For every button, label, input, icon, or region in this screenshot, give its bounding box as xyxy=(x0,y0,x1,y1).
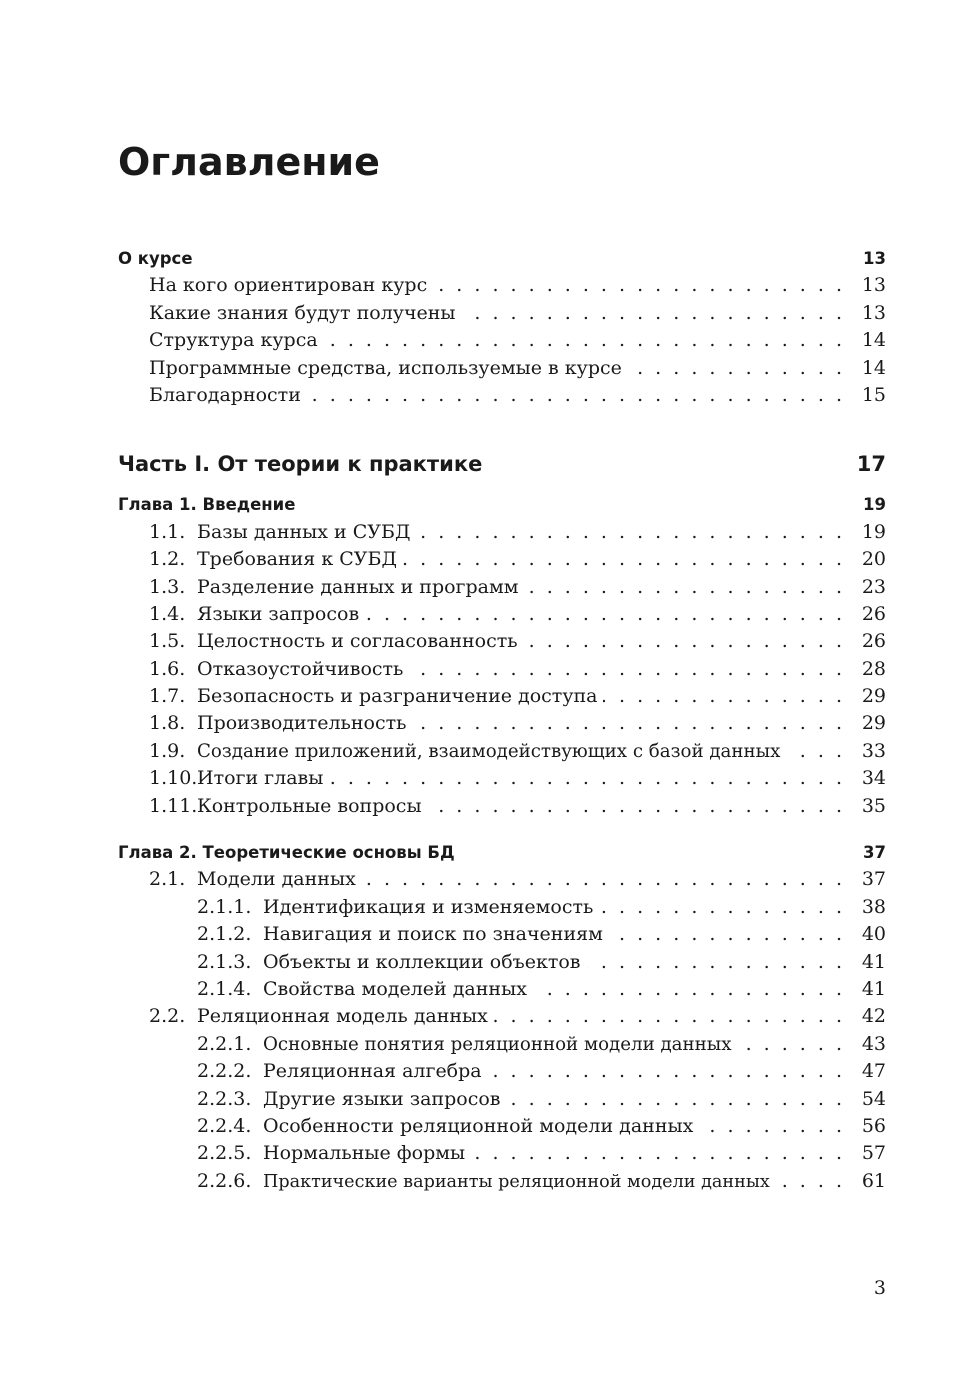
toc-entry-number: 1.11. xyxy=(149,794,198,817)
toc-entry-page: 42 xyxy=(861,1005,886,1028)
dot-leader xyxy=(628,355,842,382)
dot-leader xyxy=(362,866,842,893)
toc-subentry[interactable] xyxy=(118,921,886,948)
toc-entry-number: 1.5. xyxy=(149,630,186,653)
toc-entry[interactable] xyxy=(118,327,886,354)
toc-entry-label: Идентификация и изменяемость xyxy=(263,895,594,918)
toc-entry-number: 1.8. xyxy=(149,712,186,735)
toc-entry[interactable] xyxy=(118,628,886,655)
dot-leader xyxy=(488,1058,842,1085)
toc-entry-page: 29 xyxy=(861,712,886,735)
toc-entry-label: Глава 1. Введение xyxy=(118,495,296,515)
dot-leader xyxy=(307,382,842,409)
dot-leader xyxy=(525,574,842,601)
toc-entry[interactable] xyxy=(118,1003,886,1030)
toc-entry[interactable] xyxy=(118,519,886,546)
toc-entry-label: Объекты и коллекции объектов xyxy=(263,950,581,973)
toc-entry[interactable] xyxy=(118,793,886,820)
toc-entry-page: 23 xyxy=(861,575,886,598)
toc-entry-number: 1.2. xyxy=(149,548,186,571)
toc-entry-page: 17 xyxy=(856,452,886,477)
toc-chapter-2[interactable] xyxy=(118,839,886,866)
toc-entry-label: Модели данных xyxy=(197,868,356,891)
toc-entry-label: Благодарности xyxy=(149,383,301,406)
dot-leader xyxy=(524,628,842,655)
toc-entry-label: Часть I. От теории к практике xyxy=(118,452,483,477)
toc-entry[interactable] xyxy=(118,300,886,327)
toc-entry[interactable] xyxy=(118,710,886,737)
toc-entry-page: 28 xyxy=(861,657,886,680)
dot-leader xyxy=(738,1031,843,1058)
toc-section-about[interactable] xyxy=(118,245,886,272)
dot-leader xyxy=(403,546,842,573)
toc-entry-label: Языки запросов xyxy=(197,602,360,625)
toc-entry-page: 38 xyxy=(861,895,886,918)
toc-subentry[interactable] xyxy=(118,1113,886,1140)
toc-entry-label: О курсе xyxy=(118,249,193,268)
dot-leader xyxy=(786,738,842,765)
dot-leader xyxy=(603,683,842,710)
toc-entry-number: 2.2.5. xyxy=(197,1142,252,1165)
page-number: 3 xyxy=(873,1277,886,1299)
toc-entry[interactable] xyxy=(118,355,886,382)
dot-leader xyxy=(433,272,842,299)
dot-leader xyxy=(494,1003,842,1030)
page-title: Оглавление xyxy=(118,140,380,184)
toc-entry-label: Производительность xyxy=(197,712,407,735)
toc-entry-page: 14 xyxy=(861,329,886,352)
toc-entry-number: 2.2.1. xyxy=(197,1032,252,1055)
toc-entry-page: 15 xyxy=(861,383,886,406)
toc-entry-page: 40 xyxy=(861,923,886,946)
table-of-contents xyxy=(118,245,886,1195)
toc-entry[interactable] xyxy=(118,601,886,628)
toc-entry-page: 34 xyxy=(861,767,886,790)
toc-entry[interactable] xyxy=(118,656,886,683)
toc-subentry[interactable] xyxy=(118,976,886,1003)
dot-leader xyxy=(365,601,842,628)
toc-part-1[interactable] xyxy=(118,447,886,481)
toc-entry[interactable] xyxy=(118,866,886,893)
toc-entry-number: 1.10. xyxy=(149,767,198,790)
toc-entry-page: 37 xyxy=(863,843,886,863)
dot-leader xyxy=(409,656,842,683)
toc-entry-label: Глава 2. Теоретические основы БД xyxy=(118,843,455,863)
toc-entry[interactable] xyxy=(118,765,886,792)
toc-entry-page: 47 xyxy=(861,1060,886,1083)
toc-entry-label: Реляционная алгебра xyxy=(263,1060,482,1083)
dot-leader xyxy=(776,1168,842,1195)
toc-entry-label: Требования к СУБД xyxy=(197,548,397,571)
dot-leader xyxy=(329,765,842,792)
toc-entry-number: 2.1.3. xyxy=(197,950,252,973)
toc-entry-label: Программные средства, используемые в курсе xyxy=(149,356,622,379)
toc-entry[interactable] xyxy=(118,683,886,710)
toc-entry-number: 1.4. xyxy=(149,602,186,625)
toc-entry-label: Свойства моделей данных xyxy=(263,977,527,1000)
toc-subentry[interactable] xyxy=(118,894,886,921)
toc-entry-label: Реляционная модель данных xyxy=(197,1005,488,1028)
toc-chapter-1[interactable] xyxy=(118,491,886,518)
toc-entry-page: 20 xyxy=(861,548,886,571)
toc-entry-page: 57 xyxy=(861,1142,886,1165)
toc-subentry[interactable] xyxy=(118,1031,886,1058)
toc-entry-page: 41 xyxy=(861,950,886,973)
toc-entry-page: 54 xyxy=(861,1087,886,1110)
toc-entry-label: Основные понятия реляционной модели данных xyxy=(263,1033,732,1055)
dot-leader xyxy=(416,519,842,546)
toc-entry-page: 37 xyxy=(861,868,886,891)
toc-entry-label: Другие языки запросов xyxy=(263,1087,501,1110)
dot-leader xyxy=(506,1086,842,1113)
toc-entry-page: 61 xyxy=(861,1169,886,1192)
toc-subentry[interactable] xyxy=(118,1058,886,1085)
dot-leader xyxy=(428,793,842,820)
toc-subentry[interactable] xyxy=(118,1086,886,1113)
toc-entry-number: 2.2. xyxy=(149,1005,186,1028)
toc-entry-number: 2.2.4. xyxy=(197,1114,252,1137)
toc-entry-number: 2.1.2. xyxy=(197,923,252,946)
toc-entry-label: Какие знания будут получены xyxy=(149,301,456,324)
toc-entry-number: 2.2.2. xyxy=(197,1060,252,1083)
dot-leader xyxy=(599,894,842,921)
toc-entry-page: 13 xyxy=(861,274,886,297)
toc-entry-page: 14 xyxy=(861,356,886,379)
toc-entry-label: Целостность и согласованность xyxy=(197,630,518,653)
toc-entry-number: 1.1. xyxy=(149,520,186,543)
toc-entry-page: 56 xyxy=(861,1114,886,1137)
toc-entry-label: Безопасность и разграничение доступа xyxy=(197,685,598,708)
dot-leader xyxy=(324,327,842,354)
toc-entry-label: Базы данных и СУБД xyxy=(197,520,411,543)
toc-entry-number: 2.2.6. xyxy=(197,1169,252,1192)
toc-entry-label: На кого ориентирован курс xyxy=(149,274,428,297)
toc-entry-label: Нормальные формы xyxy=(263,1142,466,1165)
toc-entry-number: 1.9. xyxy=(149,739,186,762)
toc-entry-page: 13 xyxy=(863,249,886,268)
toc-entry[interactable] xyxy=(118,272,886,299)
toc-entry-number: 2.1.1. xyxy=(197,895,252,918)
toc-entry-number: 1.7. xyxy=(149,685,186,708)
toc-subentry[interactable] xyxy=(118,1168,886,1195)
toc-entry-label: Структура курса xyxy=(149,329,318,352)
toc-entry-page: 35 xyxy=(861,794,886,817)
toc-entry-label: Итоги главы xyxy=(197,767,324,790)
toc-entry-page: 26 xyxy=(861,630,886,653)
toc-entry-label: Создание приложений, взаимодействующих с базой данных xyxy=(197,740,781,762)
toc-entry-label: Отказоустойчивость xyxy=(197,657,404,680)
toc-entry-number: 2.1. xyxy=(149,868,186,891)
toc-entry-page: 26 xyxy=(861,602,886,625)
dot-leader xyxy=(609,921,842,948)
toc-entry[interactable] xyxy=(118,574,886,601)
toc-entry-label: Практические варианты реляционной модели данных xyxy=(263,1171,770,1192)
dot-leader xyxy=(699,1113,842,1140)
toc-entry-page: 29 xyxy=(861,685,886,708)
dot-leader xyxy=(587,949,843,976)
dot-leader xyxy=(412,710,842,737)
toc-entry-page: 41 xyxy=(861,977,886,1000)
toc-entry-label: Разделение данных и программ xyxy=(197,575,519,598)
toc-entry-label: Навигация и поиск по значениям xyxy=(263,923,603,946)
dot-leader xyxy=(533,976,842,1003)
toc-entry-page: 19 xyxy=(861,520,886,543)
toc-entry[interactable] xyxy=(118,738,886,765)
toc-entry-page: 13 xyxy=(861,301,886,324)
toc-entry-number: 1.3. xyxy=(149,575,186,598)
toc-entry[interactable] xyxy=(118,382,886,409)
toc-entry-label: Контрольные вопросы xyxy=(197,794,422,817)
dot-leader xyxy=(462,300,842,327)
toc-entry-number: 2.1.4. xyxy=(197,977,252,1000)
toc-entry-page: 19 xyxy=(863,495,886,515)
toc-entry-page: 33 xyxy=(861,739,886,762)
toc-subentry[interactable] xyxy=(118,949,886,976)
toc-subentry[interactable] xyxy=(118,1140,886,1167)
toc-entry-label: Особенности реляционной модели данных xyxy=(263,1114,694,1137)
toc-entry-number: 1.6. xyxy=(149,657,186,680)
toc-entry[interactable] xyxy=(118,546,886,573)
toc-entry-number: 2.2.3. xyxy=(197,1087,252,1110)
dot-leader xyxy=(471,1140,842,1167)
toc-entry-page: 43 xyxy=(861,1032,886,1055)
